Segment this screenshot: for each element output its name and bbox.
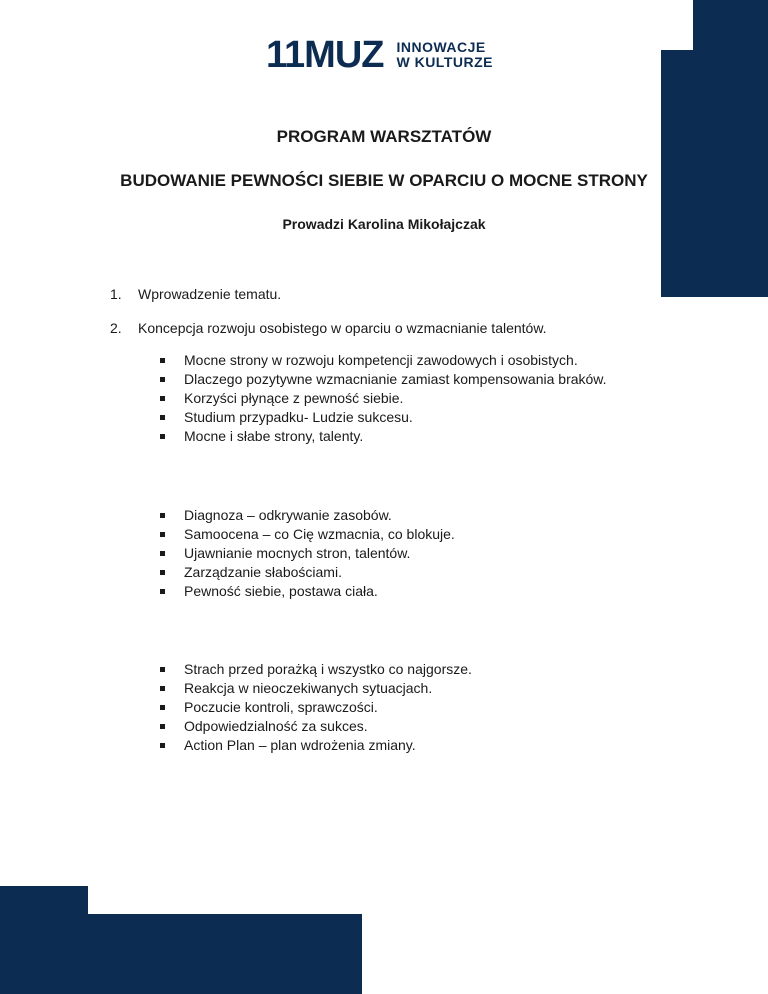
brand-logo — [266, 36, 493, 74]
square-bullet-icon — [160, 513, 165, 518]
list-item-text: Mocne i słabe strony, talenty. — [184, 428, 364, 444]
list-item-text: Ujawnianie mocnych stron, talentów. — [184, 545, 411, 561]
item-number: 2. — [110, 320, 122, 336]
list-item-text: Dlaczego pozytywne wzmacnianie zamiast kompensowania braków. — [184, 371, 607, 387]
square-bullet-icon — [160, 434, 165, 439]
square-bullet-icon — [160, 743, 165, 748]
logo-tagline-line1: INNOWACJE — [396, 39, 486, 55]
numbered-item — [110, 319, 547, 337]
list-item-text: Strach przed porażką i wszystko co najgorsze. — [184, 661, 472, 677]
logo-tagline-line2: W KULTURZE — [396, 54, 493, 70]
square-bullet-icon — [160, 724, 165, 729]
list-item-text: Samoocena – co Cię wzmacnia, co blokuje. — [184, 526, 455, 542]
list-item — [160, 370, 607, 389]
list-item-text: Diagnoza – odkrywanie zasobów. — [184, 507, 392, 523]
list-item — [160, 679, 472, 698]
list-item — [160, 717, 472, 736]
bullet-list-1 — [160, 351, 607, 446]
list-item-text: Studium przypadku- Ludzie sukcesu. — [184, 409, 413, 425]
item-text: Koncepcja rozwoju osobistego w oparciu o wzmacnianie talentów. — [138, 320, 547, 336]
list-item-text: Mocne strony w rozwoju kompetencji zawodowych i osobistych. — [184, 352, 578, 368]
list-item — [160, 506, 455, 525]
logo-mark: 11MUZ — [266, 34, 384, 76]
square-bullet-icon — [160, 570, 165, 575]
bullet-list-3 — [160, 660, 472, 755]
lead-instructor: Prowadzi Karolina Mikołajczak — [282, 216, 486, 232]
list-item — [160, 427, 607, 446]
list-item — [160, 408, 607, 427]
list-item — [160, 563, 455, 582]
program-title: PROGRAM WARSZTATÓW — [276, 127, 492, 146]
square-bullet-icon — [160, 532, 165, 537]
list-item-text: Pewność siebie, postawa ciała. — [184, 583, 378, 599]
square-bullet-icon — [160, 686, 165, 691]
list-item-text: Korzyści płynące z pewność siebie. — [184, 390, 404, 406]
square-bullet-icon — [160, 415, 165, 420]
list-item-text: Odpowiedzialność za sukces. — [184, 718, 368, 734]
logo-tagline — [396, 40, 493, 70]
list-item-text: Poczucie kontroli, sprawczości. — [184, 699, 378, 715]
list-item — [160, 736, 472, 755]
square-bullet-icon — [160, 551, 165, 556]
square-bullet-icon — [160, 396, 165, 401]
list-item — [160, 660, 472, 679]
square-bullet-icon — [160, 377, 165, 382]
list-item — [160, 582, 455, 601]
list-item — [160, 351, 607, 370]
workshop-title: BUDOWANIE PEWNOŚCI SIEBIE W OPARCIU O MOCNE STRONY — [120, 171, 648, 190]
list-item — [160, 698, 472, 717]
item-text: Wprowadzenie tematu. — [138, 286, 282, 302]
decorative-navy-band-bottom — [0, 914, 362, 994]
bullet-list-2 — [160, 506, 455, 601]
list-item-text: Reakcja w nieoczekiwanych sytuacjach. — [184, 680, 433, 696]
item-number: 1. — [110, 286, 122, 302]
square-bullet-icon — [160, 705, 165, 710]
list-item-text: Zarządzanie słabościami. — [184, 564, 342, 580]
square-bullet-icon — [160, 358, 165, 363]
list-item — [160, 389, 607, 408]
decorative-notch — [661, 0, 693, 50]
square-bullet-icon — [160, 589, 165, 594]
list-item — [160, 525, 455, 544]
square-bullet-icon — [160, 667, 165, 672]
list-item — [160, 544, 455, 563]
numbered-item — [110, 285, 281, 303]
list-item-text: Action Plan – plan wdrożenia zmiany. — [184, 737, 416, 753]
